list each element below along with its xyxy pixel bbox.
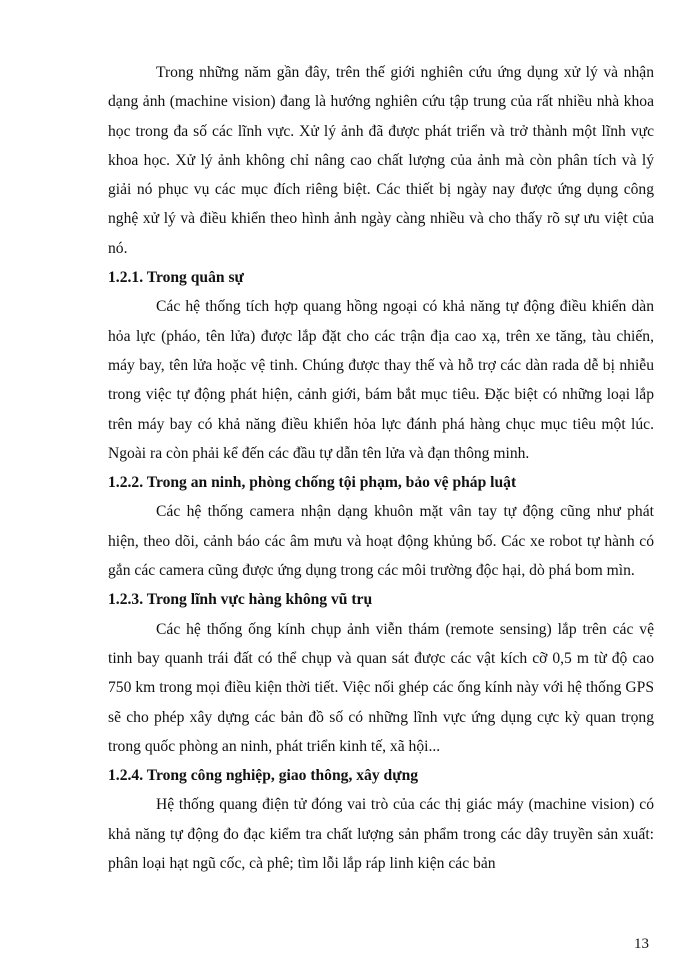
section-heading-security: 1.2.2. Trong an ninh, phòng chống tội phạm, bảo vệ pháp luật <box>108 474 517 492</box>
industry-paragraph: Hệ thống quang điện tử đóng vai trò của các thị giác máy (machine vision) có khả năng tự động đo đạc kiểm tra chất lượng sản phẩm trong các dây truyền sản xuất: phân loại hạt ngũ cốc, cà phê; tìm lỗi lắp ráp linh kiện các bản <box>108 796 654 873</box>
section-heading-aerospace: 1.2.3. Trong lĩnh vực hàng không vũ trụ <box>108 591 373 609</box>
military-paragraph: Các hệ thống tích hợp quang hồng ngoại có khả năng tự động điều khiển dàn hỏa lực (pháo, tên lửa) được lắp đặt cho các trận địa cao xạ, trên xe tăng, tàu chiến, máy bay, tên lửa hoặc vệ tinh. Chúng được thay thế và hỗ trợ các dàn rada dễ bị nhiễu trong việc tự động phát hiện, cảnh giới, bám bắt mục tiêu. Đặc biệt có những loại lắp trên máy bay có khả năng điều khiển hỏa lực đánh phá hàng chục mục tiêu một lúc. Ngoài ra còn phải kể đến các đầu tự dẫn tên lửa và đạn thông minh. <box>108 298 654 462</box>
aerospace-paragraph: Các hệ thống ống kính chụp ảnh viễn thám (remote sensing) lắp trên các vệ tinh bay quanh trái đất có thể chụp và quan sát được các vật kích cỡ 0,5 m từ độ cao 750 km trong mọi điều kiện thời tiết. Việc nối ghép các ống kính này với hệ thống GPS sẽ cho phép xây dựng các bản đồ số có những lĩnh vực ứng dụng cực kỳ quan trọng trong quốc phòng an ninh, phát triển kinh tế, xã hội... <box>108 620 654 755</box>
document-page <box>108 58 654 878</box>
section-heading-industry: 1.2.4. Trong công nghiệp, giao thông, xây dựng <box>108 767 419 785</box>
security-paragraph: Các hệ thống camera nhận dạng khuôn mặt vân tay tự động cũng như phát hiện, theo dõi, cảnh báo các âm mưu và hoạt động khủng bố. Các xe robot tự hành có gắn các camera cũng được ứng dụng trong các môi trường độc hại, dò phá bom mìn. <box>108 503 654 580</box>
section-heading-military: 1.2.1. Trong quân sự <box>108 269 244 287</box>
page-number: 13 <box>634 936 649 952</box>
intro-paragraph: Trong những năm gần đây, trên thế giới nghiên cứu ứng dụng xử lý và nhận dạng ảnh (machine vision) đang là hướng nghiên cứu tập trung của rất nhiều nhà khoa học trong đa số các lĩnh vực. Xử lý ảnh đã được phát triển và trở thành một lĩnh vực khoa học. Xử lý ảnh không chỉ nâng cao chất lượng của ảnh mà còn phân tích và lý giải nó phục vụ các mục đích riêng biệt. Các thiết bị ngày nay được ứng dụng công nghệ xử lý và điều khiển theo hình ảnh ngày càng nhiều và cho thấy rõ sự ưu việt của nó. <box>108 64 654 257</box>
